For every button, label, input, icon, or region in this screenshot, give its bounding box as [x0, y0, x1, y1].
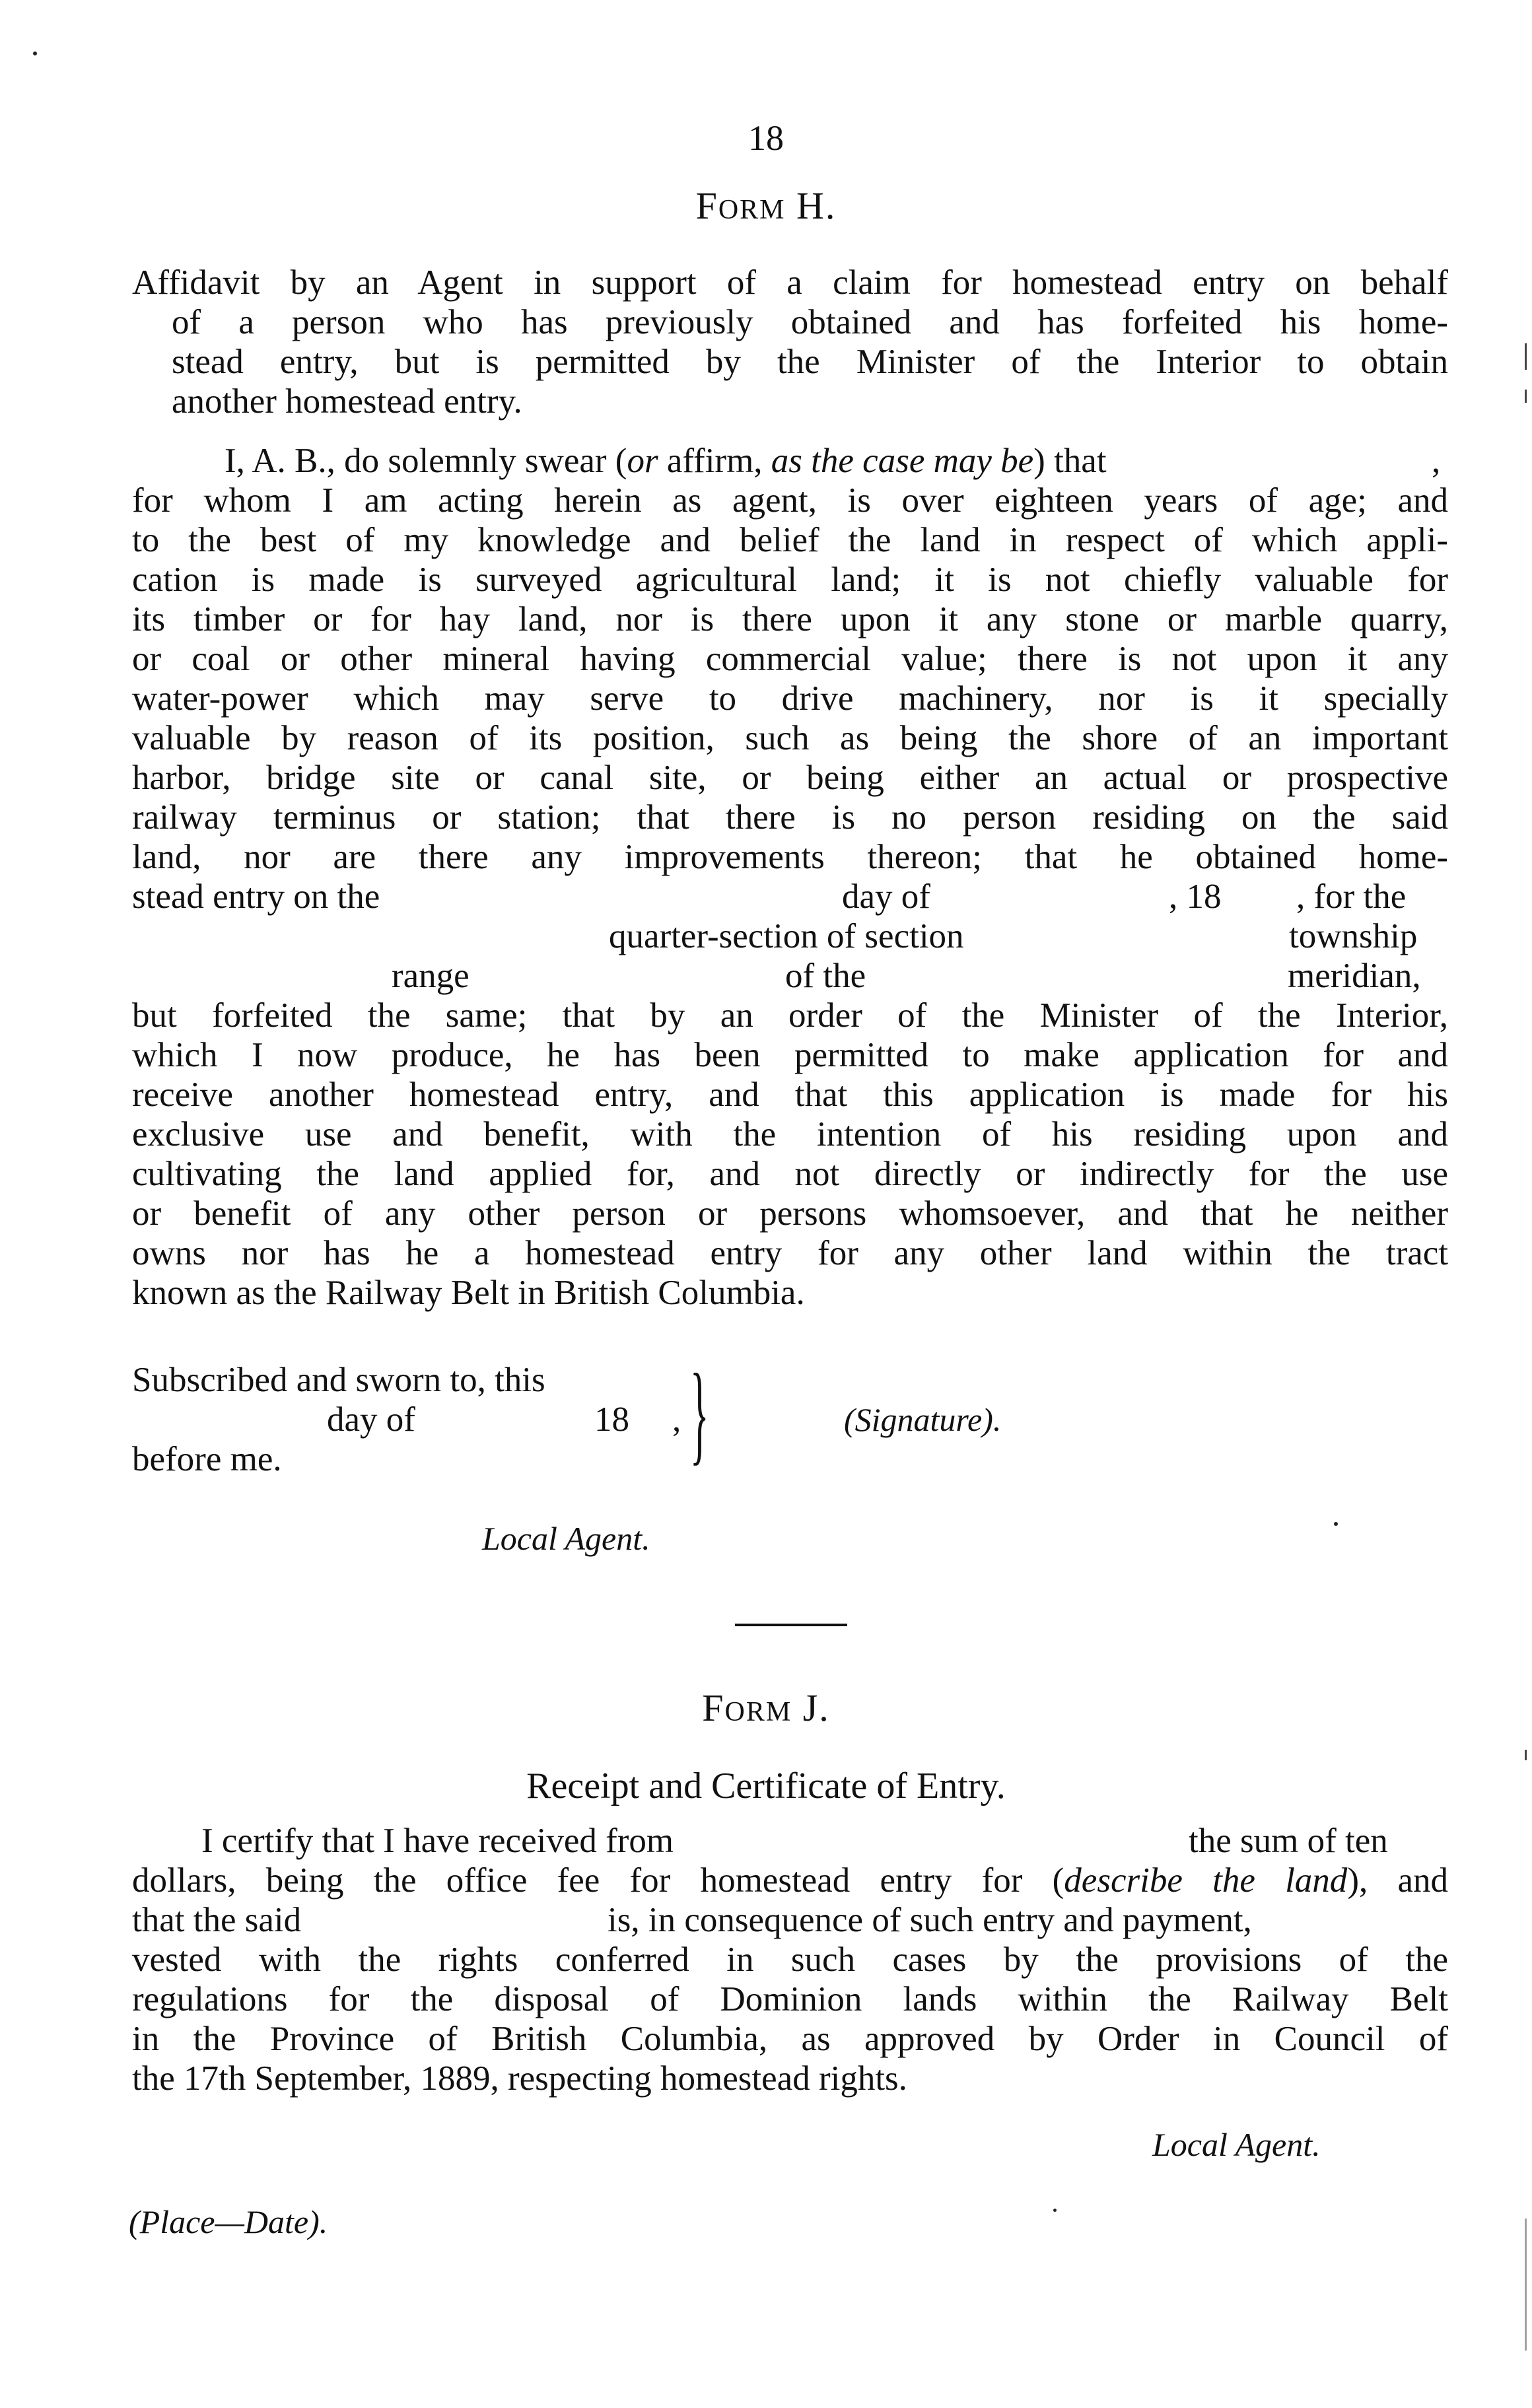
form-j-line-1-end: the sum of ten — [1189, 1822, 1388, 1860]
form-h-body-line: land, nor are there any improvements thereon; that he obtained home- — [132, 838, 1448, 876]
form-j-line-3-start: that the said — [132, 1901, 302, 1939]
form-h-body-line: railway terminus or station; that there is no person residing on the said — [132, 798, 1448, 837]
form-h-body-line: or coal or other mineral having commercial value; there is not upon it any — [132, 640, 1448, 678]
form-h-body2-line: or benefit of any other person or persons whomsoever, and that he neither — [132, 1194, 1448, 1233]
form-h-body-line: harbor, bridge site or canal site, or being either an actual or prospective — [132, 759, 1448, 797]
signature-label: (Signature). — [844, 1401, 1002, 1438]
form-j-title: FORM J. — [702, 1686, 830, 1729]
of-the-label: of the — [785, 957, 866, 995]
range-label: range — [392, 957, 470, 995]
form-h-title: FORM H. — [695, 184, 837, 227]
curly-brace: } — [690, 1351, 709, 1475]
form-j-line-1-start: I certify that I have received from — [201, 1822, 674, 1860]
form-h-body2-line: exclusive use and benefit, with the intention of his residing upon and — [132, 1115, 1448, 1153]
section-divider — [735, 1624, 847, 1626]
form-h-intro-line-1: Affidavit by an Agent in support of a claim for homestead entry on behalf — [132, 263, 1448, 302]
form-h-body-line: to the best of my knowledge and belief the land in respect of which appli- — [132, 521, 1448, 559]
form-h-body-line-1: I, A. B., do solemnly swear (or affirm, as the case may be) that — [225, 442, 1107, 480]
entry-line-day-of: day of — [842, 877, 930, 916]
sworn-comma: , — [672, 1400, 681, 1439]
scan-edge-mark — [1525, 2219, 1527, 2351]
form-j-subtitle: Receipt and Certificate of Entry. — [526, 1766, 1006, 1806]
form-h-body2-line: which I now produce, he has been permitted to make application for and — [132, 1036, 1448, 1074]
entry-line-start: stead entry on the — [132, 877, 380, 916]
entry-line-year: , 18 — [1169, 877, 1222, 916]
form-h-intro-line-2: of a person who has previously obtained and has forfeited his home- — [172, 303, 1448, 341]
sworn-year: 18 — [594, 1400, 629, 1439]
sworn-line-1: Subscribed and sworn to, this — [132, 1361, 545, 1399]
township-label: township — [1289, 917, 1418, 955]
form-h-body2-line: known as the Railway Belt in British Columbia. — [132, 1274, 805, 1312]
scan-edge-mark — [1525, 390, 1527, 403]
form-h-body-line: for whom I am acting herein as agent, is over eighteen years of age; and — [132, 481, 1448, 520]
place-date-label: (Place—Date). — [129, 2203, 328, 2240]
scan-speck — [1334, 1522, 1338, 1526]
form-j-body-line: the 17th September, 1889, respecting homestead rights. — [132, 2059, 907, 2098]
form-j-local-agent: Local Agent. — [1152, 2126, 1321, 2163]
sworn-before-me: before me. — [132, 1440, 282, 1478]
form-h-body2-line: owns nor has he a homestead entry for any other land within the tract — [132, 1234, 1448, 1272]
quarter-section-label: quarter-section of section — [609, 917, 964, 955]
form-h-local-agent: Local Agent. — [482, 1520, 650, 1557]
form-h-body-line-1-comma: , — [1432, 442, 1441, 480]
page-number: 18 — [748, 118, 784, 158]
form-j-body-line: vested with the rights conferred in such cases by the provisions of the — [132, 1941, 1448, 1979]
form-h-body2-line: but forfeited the same; that by an order of the Minister of the Interior, — [132, 996, 1448, 1035]
form-h-body-line: valuable by reason of its position, such as being the shore of an important — [132, 719, 1448, 757]
form-h-body2-line: cultivating the land applied for, and not directly or indirectly for the use — [132, 1155, 1448, 1193]
form-h-body2-line: receive another homestead entry, and that this application is made for his — [132, 1076, 1448, 1114]
entry-line-for-the: , for the — [1296, 877, 1407, 916]
form-j-body-line: regulations for the disposal of Dominion lands within the Railway Belt — [132, 1980, 1448, 2018]
scan-edge-mark — [1525, 1750, 1527, 1760]
meridian-label: meridian, — [1288, 957, 1421, 995]
form-j-line-2: dollars, being the office fee for homestead entry for (describe the land), and — [132, 1861, 1448, 1900]
form-h-intro-line-3: stead entry, but is permitted by the Minister of the Interior to obtain — [172, 343, 1448, 381]
form-h-intro-line-4: another homestead entry. — [172, 382, 522, 421]
form-j-body-line: in the Province of British Columbia, as approved by Order in Council of — [132, 2020, 1448, 2058]
form-h-body-line: cation is made is surveyed agricultural land; it is not chiefly valuable for — [132, 561, 1448, 599]
form-h-body-line: water-power which may serve to drive machinery, nor is it specially — [132, 679, 1448, 718]
scan-edge-mark — [1525, 343, 1527, 370]
form-h-body-line: its timber or for hay land, nor is there upon it any stone or marble quarry, — [132, 600, 1448, 638]
scan-speck — [1053, 2209, 1057, 2212]
sworn-day-of: day of — [327, 1400, 415, 1439]
form-j-line-3-end: is, in consequence of such entry and payment, — [608, 1901, 1252, 1939]
scan-speck — [33, 52, 37, 55]
